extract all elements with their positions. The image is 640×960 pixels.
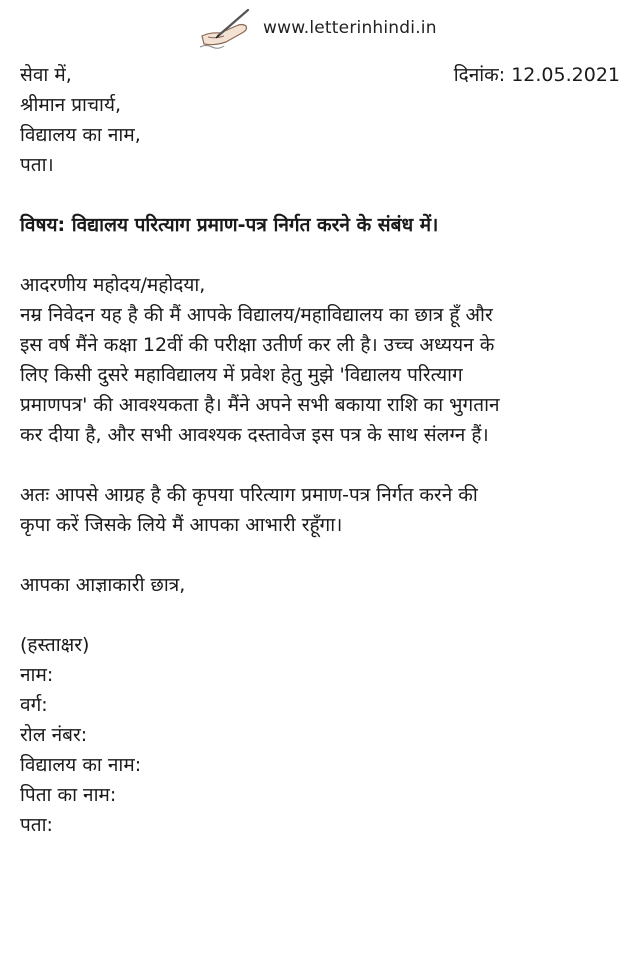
request-line: अतः आपसे आग्रह है की कृपया परित्याग प्रमाण-पत्र निर्गत करने की	[20, 484, 478, 506]
recipient: श्रीमान प्राचार्य,	[20, 94, 122, 116]
signature-label: (हस्ताक्षर)	[20, 634, 90, 656]
roll-number-field: रोल नंबर:	[20, 724, 88, 746]
school-name-field: विद्यालय का नाम:	[20, 754, 142, 776]
address-date-row	[20, 60, 620, 90]
body-line: प्रमाणपत्र' की आवश्यकता है। मैंने अपने सभी बकाया राशि का भुगतान	[20, 394, 500, 416]
salutation: आदरणीय महोदय/महोदया,	[20, 274, 206, 296]
body-line: कर दीया है, और सभी आवश्यक दस्तावेज इस पत्र के साथ संलग्न हैं।	[20, 424, 489, 446]
body-line: लिए किसी दुसरे महाविद्यालय में प्रवेश हेतु मुझे 'विद्यालय परित्याग	[20, 364, 463, 386]
letter-body	[20, 60, 620, 840]
subject-line: विषय: विद्यालय परित्याग प्रमाण-पत्र निर्गत करने के संबंध में।	[20, 214, 439, 236]
body-line: नम्र निवेदन यह है की मैं आपके विद्यालय/महाविद्यालय का छात्र हूँ और	[20, 304, 493, 326]
name-field: नाम:	[20, 664, 54, 686]
school-line: विद्यालय का नाम,	[20, 124, 141, 146]
class-field: वर्ग:	[20, 694, 48, 716]
letter-date: दिनांक: 12.05.2021	[453, 64, 620, 86]
site-url[interactable]: www.letterinhindi.in	[263, 18, 437, 38]
address-field: पता:	[20, 814, 53, 836]
father-name-field: पिता का नाम:	[20, 784, 117, 806]
body-line: इस वर्ष मैंने कक्षा 12वीं की परीक्षा उतीर्ण कर ली है। उच्च अध्ययन के	[20, 334, 495, 356]
site-header	[0, 0, 640, 60]
closing: आपका आज्ञाकारी छात्र,	[20, 574, 186, 596]
hand-writing-icon	[196, 6, 252, 50]
request-line: कृपा करें जिसके लिये मैं आपका आभारी रहूँगा।	[20, 514, 343, 536]
address-line: पता।	[20, 154, 54, 176]
to-label: सेवा में,	[20, 64, 72, 86]
